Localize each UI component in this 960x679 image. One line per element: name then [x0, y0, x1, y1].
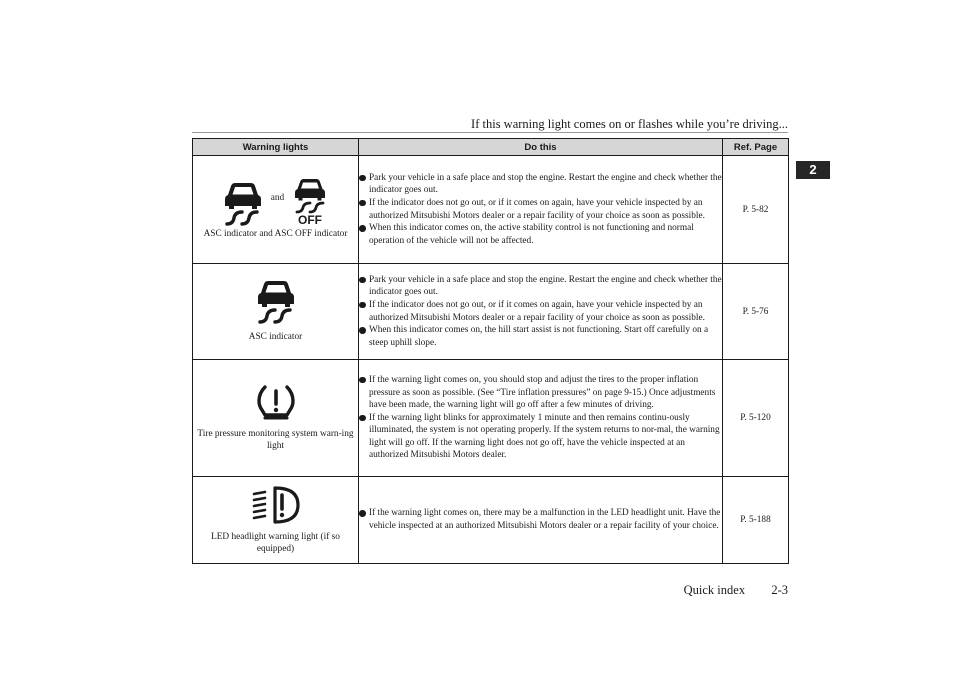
ref-page-cell: P. 5-76 — [723, 264, 789, 360]
instruction-item: If the warning light blinks for approximately 1 minute and then remains continu-ously illuminated, the system is not operating properly. If the system returns to nor-mal, the warning light will go off. If the warning light does not go off, have the vehicle inspected at an authorized Mitsubishi Motors dealer. — [359, 412, 722, 462]
instruction-item: When this indicator comes on, the active stability control is not functioning and normal operation of the vehicle will not be affected. — [359, 222, 722, 247]
warning-light-label: ASC indicator and ASC OFF indicator — [203, 229, 348, 240]
instruction-item: If the warning light comes on, there may be a malfunction in the LED headlight unit. Have the vehicle inspected at an authorized Mitsubishi Motors dealer or a repair facility of your choice. — [359, 507, 722, 532]
page-header-title: If this warning light comes on or flashes while you’re driving... — [471, 117, 788, 131]
column-header-warning-lights: Warning lights — [193, 139, 359, 156]
tire-pressure-icon — [256, 384, 296, 420]
warning-light-cell — [193, 477, 359, 564]
instructions-cell — [359, 477, 723, 564]
instructions-cell — [359, 156, 723, 264]
warning-light-label: Tire pressure monitoring system warn-ing light — [197, 429, 354, 451]
and-word: and — [270, 193, 285, 204]
asc-icon — [256, 280, 296, 324]
instructions-cell — [359, 360, 723, 477]
instruction-item: When this indicator comes on, the hill start assist is not functioning. Start off carefully on a steep uphill slope. — [359, 324, 722, 349]
warning-light-cell — [193, 360, 359, 477]
asc-off-text: OFF — [298, 213, 323, 227]
instructions-cell — [359, 264, 723, 360]
footer-page-number: 2-3 — [771, 583, 788, 597]
ref-page-cell: P. 5-188 — [723, 477, 789, 564]
ref-page-cell: P. 5-120 — [723, 360, 789, 477]
led-headlight-warning-icon — [251, 485, 301, 525]
warning-lights-table — [192, 138, 789, 564]
column-header-ref-page: Ref. Page — [723, 139, 789, 156]
table-row — [193, 156, 789, 264]
table-row — [193, 264, 789, 360]
table-row — [193, 477, 789, 564]
warning-light-cell — [193, 264, 359, 360]
warning-light-label: ASC indicator — [248, 332, 303, 342]
page-footer — [600, 583, 788, 598]
instruction-item: Park your vehicle in a safe place and stop the engine. Restart the engine and check whether the indicator goes out. — [359, 172, 722, 197]
column-header-do-this: Do this — [359, 139, 723, 156]
instruction-item: If the indicator does not go out, or if it comes on again, have your vehicle inspected by an authorized Mitsubishi Motors dealer or a repair facility of your choice as soon as possible. — [359, 299, 722, 324]
footer-section: Quick index — [683, 583, 746, 597]
instruction-item: Park your vehicle in a safe place and stop the engine. Restart the engine and check whether the indicator goes out. — [359, 274, 722, 299]
chapter-tab: 2 — [796, 161, 830, 179]
warning-light-cell — [193, 156, 359, 264]
header-rule — [192, 132, 788, 133]
table-row — [193, 360, 789, 477]
ref-page-cell: P. 5-82 — [723, 156, 789, 264]
table-header-row — [193, 139, 789, 156]
asc-off-icon — [292, 178, 328, 226]
asc-icon — [223, 182, 263, 226]
warning-light-label: LED headlight warning light (if so equipped) — [211, 532, 340, 554]
instruction-item: If the warning light comes on, you should stop and adjust the tires to the proper inflation pressure as soon as possible. (See “Tire inflation pressures” on page 9-15.) Once adjustments have been made, the warning light will go off after a few minutes of driving. — [359, 374, 722, 412]
instruction-item: If the indicator does not go out, or if it comes on again, have your vehicle inspected by an authorized Mitsubishi Motors dealer or a repair facility of your choice as soon as possible. — [359, 197, 722, 222]
